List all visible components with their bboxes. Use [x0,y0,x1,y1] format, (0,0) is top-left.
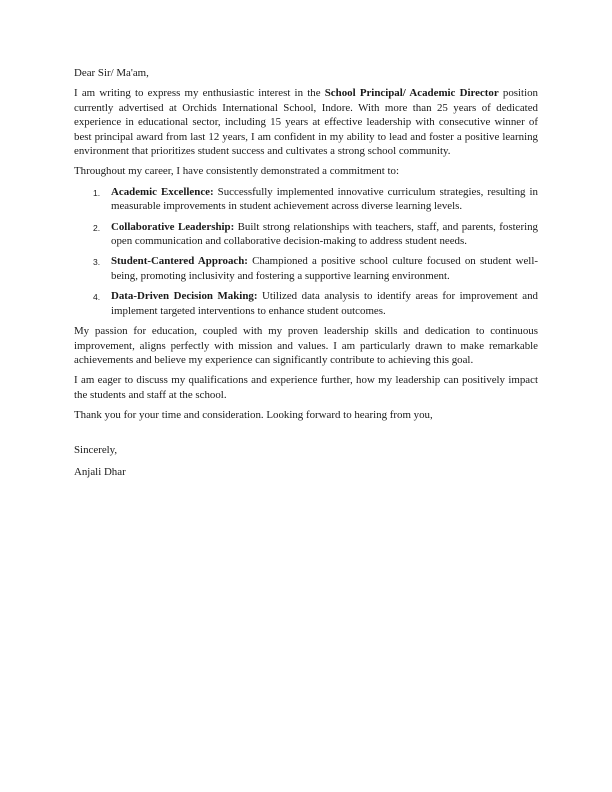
list-item-text: Utilized data analysis to identify areas for improvement and implement targeted interventions to enhance student outcomes. [111,290,538,317]
eager-paragraph: I am eager to discuss my qualifications and experience further, how my leadership can positively impact the students and staff at the school. [74,374,538,401]
list-item [74,254,538,283]
job-title: School Principal/ Academic Director [324,87,499,100]
list-item-title: Data-Driven Decision Making: [111,290,258,303]
list-item-text: Built strong relationships with teachers, staff, and parents, fostering open communication and collaborative decision-making to address student needs. [111,220,539,248]
list-number: 2. [93,222,101,233]
list-number: 4. [93,292,101,303]
list-item-text: Successfully implemented innovative curriculum strategies, resulting in measurable improvements in student achievement across diverse learning levels. [111,185,538,213]
intro-text-start: I am writing to express my enthusiastic interest in the [74,87,325,100]
list-item-title: Student-Cantered Approach: [111,255,248,268]
letter-body [74,66,538,485]
signature-name: Anjali Dhar [74,465,126,478]
closing: Sincerely, [74,443,118,456]
list-number: 1. [93,187,101,198]
list-intro: Throughout my career, I have consistently demonstrated a commitment to: [74,165,399,178]
list-item [74,220,538,249]
list-number: 3. [93,257,101,268]
salutation: Dear Sir/ Ma'am, [74,67,149,79]
thanks-paragraph: Thank you for your time and consideration. Looking forward to hearing from you, [74,409,433,422]
passion-paragraph: My passion for education, coupled with my proven leadership skills and dedication to continuous improvement, aligns perfectly with mission and values. I am particularly drawn to make remarkable achievements and believe my experience can significantly contribute to achieving this goal. [74,325,538,366]
list-item-title: Collaborative Leadership: [111,220,235,233]
intro-text-end: position currently advertised at Orchids International School, Indore. With more than 25 years of dedicated experience in educational sector, including 15 years at effective leadership with consecutive winner of best principal award from last 12 years, I am confident in my ability to lead and foster a positive learning environment that prioritizes student success and cultivates a strong school community. [74,87,538,158]
achievements-list [74,185,538,318]
list-item-title: Academic Excellence: [111,185,214,198]
intro-paragraph [74,86,538,158]
list-item-text: Championed a positive school culture focused on student well-being, promoting inclusivity and fostering a supportive learning environment. [111,255,538,282]
list-item [74,185,538,214]
list-item [74,289,538,318]
